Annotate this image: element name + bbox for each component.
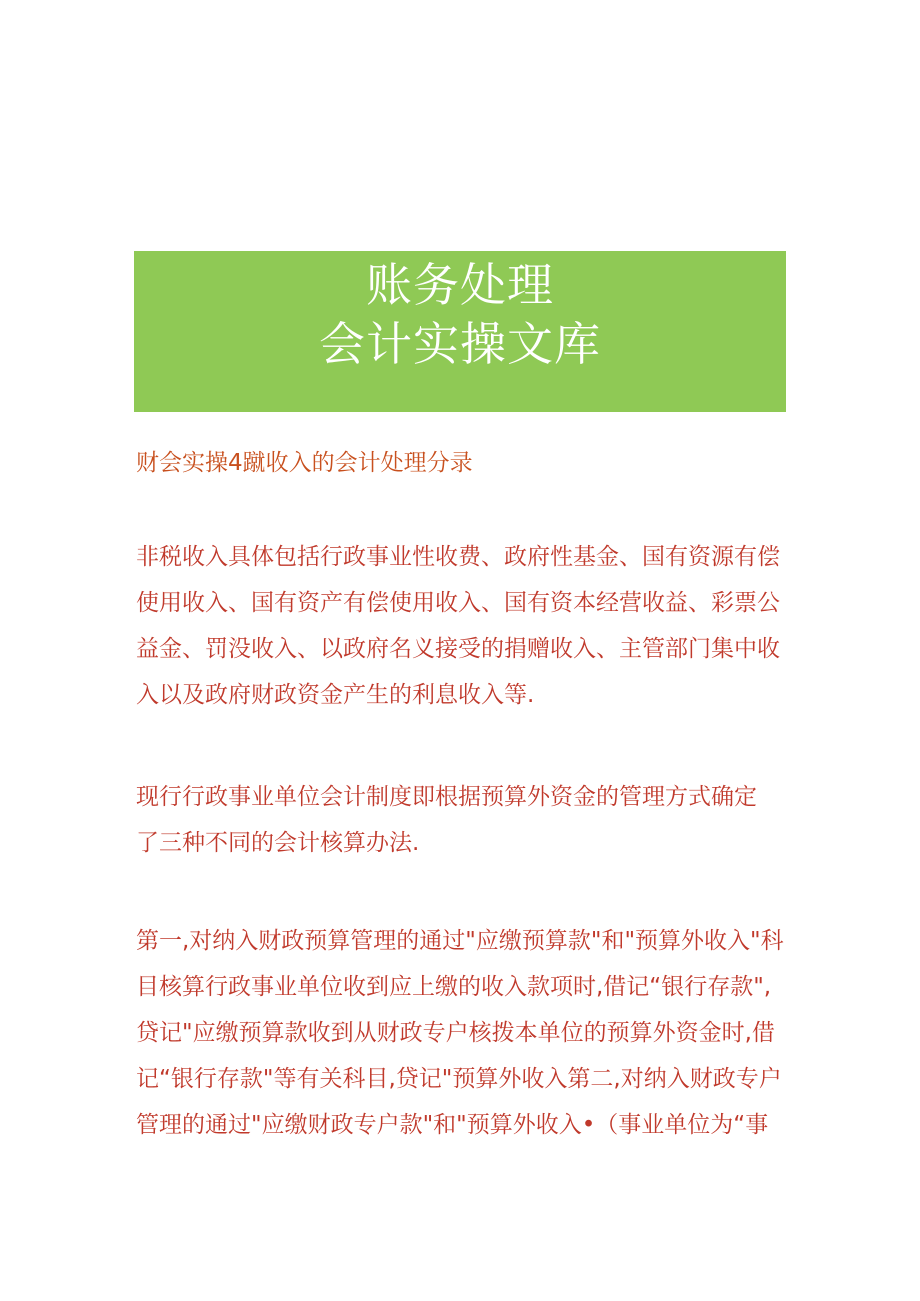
paragraph-line: 了三种不同的会计核算办法. xyxy=(136,830,420,856)
paragraph-line: 第一,对纳入财政预算管理的通过"应缴预算款"和"预算外收入"科 xyxy=(136,928,784,954)
paragraph-non-tax-income xyxy=(136,534,796,718)
paragraph-line: 管理的通过"应缴财政专户款"和"预算外收入•（事业单位为“事 xyxy=(136,1112,769,1138)
paragraph-line: 非税收入具体包括行政事业性收费、政府性基金、国有资源有偿 xyxy=(136,544,780,570)
paragraph-line: 使用收入、国有资产有偿使用收入、国有资本经营收益、彩票公 xyxy=(136,590,780,616)
paragraph-line: 益金、罚没收入、以政府名义接受的捐赠收入、主管部门集中收 xyxy=(136,636,780,662)
document-title: 财会实操4蹴收入的会计处理分录 xyxy=(136,450,473,476)
banner-title-line2: 会计实操文库 xyxy=(319,317,601,371)
paragraph-line: 现行行政事业单位会计制度即根据预算外资金的管理方式确定 xyxy=(136,784,757,810)
paragraph-line: 记“银行存款"等有关科目,贷记"预算外收入第二,对纳入财政专户 xyxy=(136,1066,782,1092)
paragraph-line: 入以及政府财政资金产生的利息收入等. xyxy=(136,682,535,708)
paragraph-line: 贷记"应缴预算款收到从财政专户核拨本单位的预算外资金时,借 xyxy=(136,1020,775,1046)
paragraph-first-method xyxy=(136,918,796,1148)
banner-title-line1: 账务处理 xyxy=(366,258,554,312)
header-banner xyxy=(134,251,786,412)
paragraph-line: 目核算行政事业单位收到应上缴的收入款项时,借记“银行存款", xyxy=(136,974,772,1000)
paragraph-accounting-methods xyxy=(136,774,796,866)
